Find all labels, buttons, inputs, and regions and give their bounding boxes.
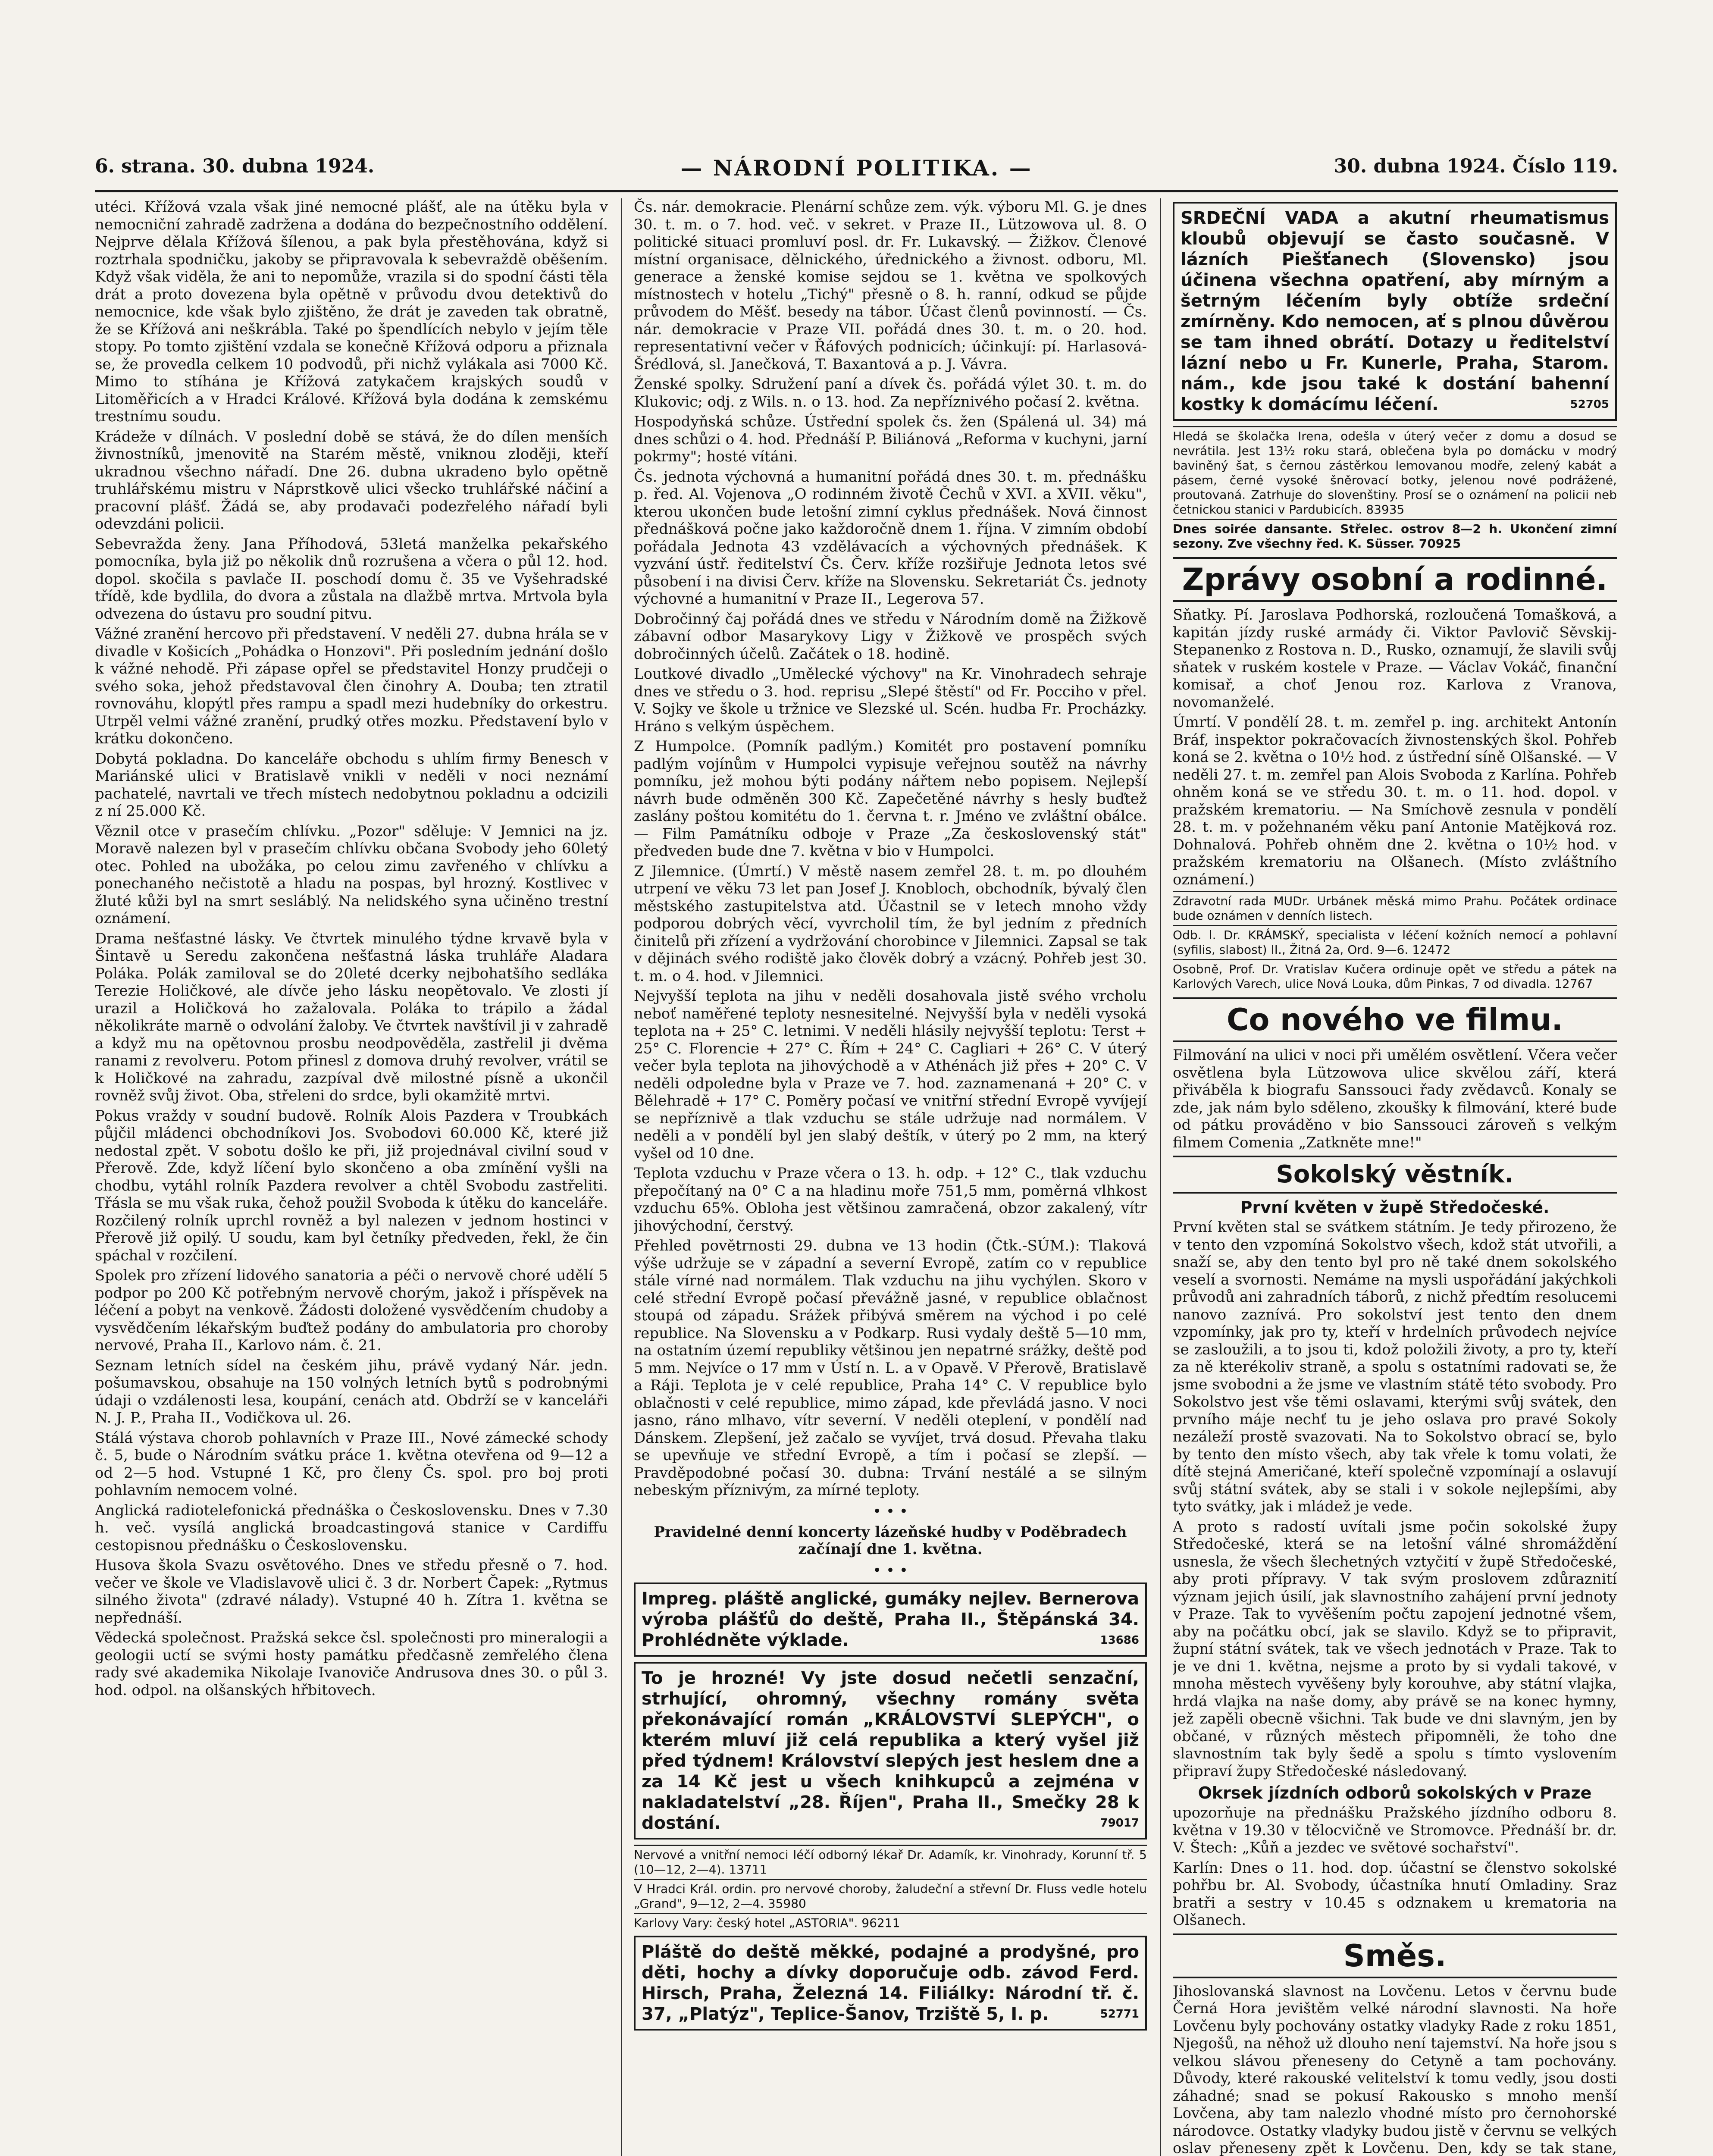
article: Vážné zranění hercovo při představení. V neděli 27. dubna hrála se v divadle v Košicích „Pohádka o Honzovi". Při posledním jednání došlo k vážné nehodě. Při zápase opřel se představitel Honzy prudčeji o svého soka, jehož představoval člen činohry A. Douba; ten ztratil rovnováhu, klopýtl přes rampu a spadl mezi hudebníky do orkestru. Utrpěl velmi vážné zranění, prudký otřes mozku. Představení bylo v krátku dokončeno.	[95, 625, 608, 747]
subheading: První květen v župě Středočeské.	[1240, 1198, 1550, 1217]
page-header	[95, 155, 1618, 185]
section-heading: Sokolský věstník.	[1173, 1156, 1617, 1194]
article: Spolek pro zřízení lidového sanatoria a péči o nervově choré udělí 5 podpor po 200 Kč potřebným nervově chorým, jakož i příspěvek na léčení a pobyt na venkově. Žádosti doložené vysvědčením chudoby a vysvědčením lékařským buďtež podány do ambulatoria pro choroby nervové, Praha II., Karlovo nám. č. 21.	[95, 1267, 608, 1354]
article: A proto s radostí uvítali jsme počin sokolské župy Středočeské, která se na letošní válné shromáždění usnesla, že všech šlechetných vztyčití v župě Středočeské, aby proti přípravy. V tak svým proslovem zdůraznití význam jejich úsilí, jak slavnostního zahájení první jednoty v Praze. Tak to vyvěšením počtu zapojení jednotné všem, aby na počátku obcí, jak se slavilo. Když se to připravit, župní státní svátek, tak ve všech jednotách v Praze. Tak to je ve dni 1. května, nejsme a proto by si vydali takové, v mnoha městech vyvěšeny byly korouhve, aby státní vlajka, hrdá vlajka na naše domy, aby právě se na konec hymny, jež zapěli obecně všichni. Tak bude ve dni slavným, jen by občané, v různých městech připomněli, že toho dne slavnostním tak byly šedě a spolu s tímto vyslovením připraví župy Středočeské následovaný.	[1173, 1518, 1617, 1780]
column-1	[95, 198, 608, 2156]
article: upozorňuje na přednášku Pražského jízdního odboru 8. května v 19.30 v tělocvičně ve Stromovce. Přednáší br. dr. V. Štech: „Kůň a jezdec ve světové sochařství".	[1173, 1804, 1617, 1856]
article: Nejvyšší teplota na jihu v neděli dosahovala jistě svého vrcholu neboť naměřené teploty nesnesitelné. Nejvyšší byla v neděli vysoká teplota na + 25° C. letnimi. V neděli hlásily nejvyšší teplotu: Terst + 25° C. Florencie + 27° C. Řím + 24° C. Cagliari + 26° C. V úterý večer byla teplota na jihovýchodě a v Athénách již přes + 20° C. V neděli odpoledne byla v Praze ve 7. hod. zaznamenaná + 20° C. v Bělehradě + 17° C. Poměry počasí ve vnitřní střední Evropě vyvíjejí se nepříznivě a tlak vzduchu se stále udržuje nad normálem. V neděli a v pondělí byl jen slabý deštík, v úterý po 2 mm, na který vyšel od 10 dne.	[634, 987, 1147, 1162]
concert-notice: Pravidelné denní koncerty lázeňské hudby v Poděbradech začínají dne 1. května.	[654, 1523, 1127, 1558]
article: Čs. nár. demokracie. Plenární schůze zem. výk. výboru Ml. G. je dnes 30. t. m. o 7. hod. več. v sekret. v Praze II., Lützowova ul. 8. O politické situaci promluví posl. dr. Fr. Lukavský. — Žižkov. Členové místní organisace, dělnického, úřednického a živnost. odboru, Ml. generace a ženské komise sejdou se 1. května ve spolkových místnostech v hotelu „Tichý" přesně o 8. h. ranní, odkud se půjde průvodem do Měšť. besedy na tábor. Účast členů povinností. — Čs. nár. demokracie v Praze VII. pořádá dnes 30. t. m. o 20. hod. representativní večer v Řáfových podnicích; účinkují: pí. Harlasová-Šrédlová, sl. Janečková, T. Baxantová a p. J. Vávra.	[634, 198, 1147, 373]
article: Karlín: Dnes o 11. hod. dop. účastní se členstvo sokolské pohřbu br. Al. Svobody, účastníka hnutí Omladiny. Sraz bratři a sestry v 10.45 s odznakem u krematoria na Olšanech.	[1173, 1859, 1617, 1929]
classified-notice: Hledá se školačka Irena, odešla v úterý večer z domu a dosud se nevrátila. Jest 13½ roku stará, oblečena byla po domácku v modrý baviněný šat, s černou zástěrkou lemovanou modře, zelený kabát a pásem, černé vysoké šněrovací botky, jelenou nové podrážené, proutovaná. Zatrhuje do slovenštiny. Prosí se o oznámení na policii neb četnickou stanici v Pardubicích. 83935	[1173, 426, 1617, 519]
article: Krádeže v dílnách. V poslední době se stává, že do dílen menších živnostníků, jmenovitě na Starém městě, vniknou zloději, kteří ukradnou všechno nářadí. Dne 26. dubna ukradeno bylo opětně truhlářskému mistru v Náprstkově ulici všecko truhlářské náčiní a pracovní plášť. Žádá se, aby prodavači podezřelého nářadí byli odevzdáni policii.	[95, 428, 608, 533]
article: Hospodyňská schůze. Ústřední spolek čs. žen (Spálená ul. 34) má dnes schůzi o 4. hod. Přednáší P. Biliánová „Reforma v kuchyni, jarní pokrmy"; hosté vítáni.	[634, 413, 1147, 465]
header-left: 6. strana. 30. dubna 1924.	[95, 155, 375, 177]
article: Drama nešťastné lásky. Ve čtvrtek minulého týdne krvavě byla v Šintavě u Seredu zakončena nešťastná láska truhláře Aladara Poláka. Polák zamiloval se do 20leté dcerky nejbohatšího sedláka Terezie Holičkové, ale dívče jeho lásku neopětovalo. Ve zlosti jí urazil a Holičková ho zažalovala. Poláka to trápilo a žádal několikráte marně o odvolání žaloby. Ve čtvrtek navštívil ji v zahradě a když mu na opětovnou prosbu neodpověděla, zastřelil ji dvěma ranami z revolveru. Potom přinesl z domova druhý revolver, vrátil se k Holičkové na zahradu, zazpíval dvě milostné písně a ukončil rovněž svůj život. Oba, střeleni do srdce, byli okamžitě mrtvi.	[95, 930, 608, 1104]
article: Stálá výstava chorob pohlavních v Praze III., Nové zámecké schody č. 5, bude o Národním svátku práce 1. května otevřena od 9—12 a od 2—5 hod. Vstupné 1 Kč, pro členy Čs. spol. pro boj proti pohlavním nemocem volné.	[95, 1429, 608, 1499]
article: První květen stal se svátkem státním. Je tedy přirozeno, že v tento den vzpomíná Sokolstvo všech, kdož stát utvořili, a snaží se, aby den tento byl pro ně také dnem sokolského veselí a svornosti. Nemáme na mysli uspořádání jakýchkoli průvodů ani zahradních táborů, z nichž předtím resolucemi nanovo zaznívá. Pro sokolství jest tento den dnem vzpomínky, jak pro ty, kteří v hrdelních průvodech nejvíce se zasloužili, a to jsou ti, kdož položili životy, a pro ty, kteří za ně kterékoliv straně, a spolu s ostatními radovati se, že jsme svobodni a že jsme ve vlastním státě této svobody. Pro Sokolstvo jest vše těmi oslavami, kterými svůj svátek, den prvního máje nechť tu je jeho oslava pro pravé Sokoly nezáleží prostě svazovati. Na to Sokolstvo obrací se, bylo by tento den místo všech, aby tak vřele k tomu volati, že dítě stejná Američané, kteří společně vzpomínají a oslavují svůj státní svátek, aby se stali i v sokole nejlepšími, aby tyto svátky, jak i mládež je vede.	[1173, 1219, 1617, 1515]
ad-text: To je hrozné! Vy jste dosud nečetli senzační, strhující, ohromný, všechny romány světa překonávající román „KRÁLOVSTVÍ SLEPÝCH", o kterém mluví již celá republika a který vyšel již před týdnem! Království slepých jest heslem dne a za 14 Kč jest u všech knihkupců a zejména v nakladatelství „28. Říjen", Praha II., Smečky 28 k dostání.	[642, 1668, 1139, 1833]
article: Ženské spolky. Sdružení paní a dívek čs. pořádá výlet 30. t. m. do Klukovic; odj. z Wils. n. o 13. hod. Za nepříznivého počasí 2. května.	[634, 376, 1147, 411]
classified-notice: Nervové a vnitřní nemoci léčí odborný lékař Dr. Adamík, kr. Vinohrady, Korunní tř. 5 (10—12, 2—4). 13711	[634, 1845, 1147, 1879]
classified-notice: V Hradci Král. ordin. pro nervové choroby, žaludeční a střevní Dr. Fluss vedle hotelu „Grand", 9—12, 2—4. 35980	[634, 1879, 1147, 1913]
article: Jihoslovanská slavnost na Lovčenu. Letos v červnu bude Černá Hora jevištěm velké národní slavnosti. Na hoře Lovčenu byly pochovány ostatky vladyky Rade z roku 1851, Njegošů, na něhož už dlouho není tajemství. Na hoře jsou s velkou slávou přeneseny do Cetyně a tam pochovány. Důvody, které rakouské velitelství k tomu vedly, jsou dosti záhadné; snad se pokusí Rakousko s mnoho menší Lovčena, aby tam nalezlo vhodné místo pro černohorské národovce. Ostatky vladyky budou jistě v červnu se velkých oslav přeneseny zpět k Lovčenu. Den, kdy se tak stane,	[1173, 1982, 1617, 2156]
article: Pokus vraždy v soudní budově. Rolník Alois Pazdera v Troubkách půjčil mládenci obchodníkovi Jos. Svobodovi 60.000 Kč, které již nedostal zpět. V sobotu došlo ke při, již projednával civilní soud v Přerově. Zde, když líčení bylo skončeno a oba zmínění vyšli na chodbu, vytáhl rolník Pazdera revolver a chtěl Svobodu zastřeliti. Třásla se mu však ruka, čehož použil Svoboda k útěku do kanceláře. Rozčilený rolník uprchl rovněž a byl nalezen v jednom hostinci v Přerově již opilý. U soudu, kam byl četníky předveden, řekl, že čin spáchal v rozčilení.	[95, 1107, 608, 1264]
column-3	[1173, 198, 1617, 2156]
header-title: — NÁRODNÍ POLITIKA. —	[680, 155, 1033, 181]
article: Husova škola Svazu osvětového. Dnes ve středu přesně o 7. hod. večer ve škole ve Vladislavově ulici č. 3 dr. Norbert Čapek: „Rytmus silného života" (zdravé nálady). Vstupné 40 h. Zítra 1. května se nepřednáší.	[95, 1557, 608, 1626]
column-2	[634, 198, 1147, 2156]
section-heading: Směs.	[1173, 1934, 1617, 1978]
ad-text: SRDEČNÍ VADA a akutní rheumatismus kloubů objevují se často současně. V lázních Piešťanech (Slovensko) jsou účinena všechna opatření, aby mírným a šetrným léčením byly obtíže srdeční zmírněny. Kdo nemocen, ať s plnou důvěrou se tam ihned obrátí. Dotazy u ředitelství lázní nebo u Fr. Kunerle, Praha, Starom. nám., kde jsou také k dostání bahenní kostky k domácímu léčení.	[1181, 208, 1609, 414]
article: Seznam letních sídel na českém jihu, právě vydaný Nár. jedn. pošumavskou, obsahuje na 150 volných letních bytů s podrobnými údaji o vzdálenosti lesa, koupání, cenách atd. Obdrží se v kanceláři N. J. P., Praha II., Vodičkova ul. 26.	[95, 1357, 608, 1426]
section-heading: Zprávy osobní a rodinné.	[1173, 557, 1617, 602]
column-divider	[621, 198, 622, 2156]
classified-notice: Odb. l. Dr. KRÁMSKÝ, specialista v léčení kožních nemocí a pohlavní (syfilis, slabost) II., Žitná 2a, Ord. 9—6. 12472	[1173, 925, 1617, 959]
article: Anglická radiotelefonická přednáška o Československu. Dnes v 7.30 h. več. vysílá anglická broadcastingová stanice v Cardiffu cestopisnou přednášku o Československu.	[95, 1501, 608, 1554]
ad-ref: 79017	[1100, 1816, 1139, 1830]
article: utéci. Křížová vzala však jiné nemocné plášť, ale na útěku byla v nemocniční zahradě zadržena a dodána do bezpečnostního oddělení. Nejprve dělala Křížová šílenou, a pak byla přestěhována, když si roztrhala spodničku, jakoby se připravovala k sebevraždě oběšením. Když však viděla, že ani to nepomůže, vrazila si do spodní části těla drát a proto dovezena byla opětně v průvodu dvou detektivů do nemocnice, kde však bylo zjištěno, že drát je zaveden tak obratně, že se Křížová ani neškrábla. Také po špendlících nebylo v jejím těle stopy. Po tomto zjištění vzdala se konečně Křížová odporu a přiznala se, že provedla celkem 10 podvodů, při nichž vylákala asi 7000 Kč. Mimo to stíhána je Křížová zatykačem krajských soudů v Litoměřicích a v Hradci Králové. Křížová byla dodána k zemskému trestnímu soudu.	[95, 198, 608, 425]
separator-stars: • • •	[873, 1502, 908, 1520]
advertisement-novel	[634, 1662, 1147, 1839]
article: Dobročinný čaj pořádá dnes ve středu v Národním domě na Žižkově zábavní odbor Masarykovy Ligy v Žižkově ve prospěch svých dobročinných účelů. Začátek o 18. hodině.	[634, 610, 1147, 663]
ad-ref: 13686	[1100, 1633, 1139, 1647]
classified-notice: Osobně, Prof. Dr. Vratislav Kučera ordinuje opět ve středu a pátek na Karlových Varech, ulice Nová Louka, dům Pinkas, 7 od divadla. 12767	[1173, 959, 1617, 993]
subheading: Okrsek jízdních odborů sokolských v Praze	[1198, 1783, 1592, 1802]
article: Dobytá pokladna. Do kanceláře obchodu s uhlím firmy Benesch v Mariánské ulici v Bratislavě vnikli v neděli v noci neznámí pachatelé, navrtali ve třech místech nedobytnou pokladnu a odcizili z ní 25.000 Kč.	[95, 750, 608, 820]
classified-notice: Dnes soirée dansante. Střelec. ostrov 8—2 h. Ukončení zimní sezony. Zve všechny řed. K. Süsser. 70925	[1173, 519, 1617, 553]
ad-text: Pláště do deště měkké, podajné a prodyšné, pro děti, hochy a dívky doporučuje odb. závod Ferd. Hirsch, Praha, Železná 14. Filiálky: Národní tř. č. 37, „Platýz", Teplice-Šanov, Trziště 5, I. p.	[642, 1942, 1139, 2024]
header-right: 30. dubna 1924. Číslo 119.	[1334, 155, 1618, 177]
article: Z Jilemnice. (Úmrtí.) V městě nasem zemřel 28. t. m. po dlouhém utrpení ve věku 73 let pan Josef J. Knobloch, obchodník, bývalý člen městského zastupitelstva atd. Účastnil se v letech mnoho vždy podporou dobrých věcí, vyvrcholil tím, že byl jedním z předních činitelů při zřízení a vydržování chorobince v Jilemnici. Zapsal se tak v dějinách svého rodiště jako člověk dobrý a vzácný. Pohřeb jest 30. t. m. o 4. hod. v Jilemnici.	[634, 862, 1147, 985]
article: Loutkové divadlo „Umělecké výchovy" na Kr. Vinohradech sehraje dnes ve středu o 3. hod. reprisu „Slepé štěstí" od Fr. Pocciho v přel. V. Sojky ve škole u tržnice ve Slezské ul. Scén. hudba Fr. Procházky. Hráno s velkým úspěchem.	[634, 665, 1147, 735]
article: Úmrtí. V pondělí 28. t. m. zemřel p. ing. architekt Antonín Bráf, inspektor pokračovacích živnostenských škol. Pohřeb koná se 2. května o 10½ hod. z ústřední síně Olšanské. — V neděli 27. t. m. zemřel pan Alois Svoboda z Karlína. Pohřeb ohněm koná se ve středu 30. t. m. o 11. hod. dopol. v pražském krematoriu. — Na Smíchově zesnula v pondělí 28. t. m. v požehnaném věku paní Antonie Matějková roz. Dohnalová. Pohřeb ohněm dne 2. května o 10½ hod. v pražském krematoriu na Olšanech. (Místo zvláštního oznámení.)	[1173, 714, 1617, 888]
article: Přehled povětrnosti 29. dubna ve 13 hodin (Čtk.-SÚM.): Tlaková výše udržuje se v západní a severní Evropě, zatím co v republice stále vírné nad normálem. Tlak vzduchu na jihu vychýlen. Skoro v celé střední Evropě počasí převážně jasné, v republice oblačnost stoupá od západu. Srážek přibývá směrem na východ i po celé republice. Na Slovensku a v Podkarp. Rusi vydaly deště 5—10 mm, na ostatním území republiky většinou jen nepatrné srážky, deště pod 5 mm. Nejvíce o 17 mm v Ústí n. L. a v Opavě. V Přerově, Bratislavě a Ráji. Teplota je v celé republice, Praha 14° C. V republice bylo oblačnosti v celé republice, mimo západ, kde převládá jasno. V noci jasno, ráno mlhavo, vítr severní. V neděli oteplení, v pondělí nad Dánskem. Zlepšení, jež začalo se vyvíjet, trvá dosud. Převaha tlaku se upevňuje ve střední Evropě, a tím i počasí se zlepší. — Pravděpodobné počasí 30. dubna: Trvání nestálé a se silným nebeským příznivým, za mírné teploty.	[634, 1237, 1147, 1499]
ad-ref: 52705	[1570, 398, 1609, 411]
article: Sňatky. Pí. Jaroslava Podhorská, rozloučená Tomašková, a kapitán jízdy ruské armády či. Viktor Pavlovič Sěvskij-Stepanenko z Rostova n. D., Rusko, oznamují, že slavili svůj sňatek v ruském kostele v Praze. — Václav Vokáč, finanční komisař, a choť Jenou roz. Karlova z Vranova, novomanželé.	[1173, 606, 1617, 711]
classified-notice: Zdravotní rada MUDr. Urbánek měská mimo Prahu. Počátek ordinace bude oznámen v denních listech.	[1173, 891, 1617, 925]
ad-ref: 52771	[1100, 2007, 1139, 2021]
advertisement-hirsch	[634, 1936, 1147, 2031]
separator-stars: • • •	[873, 1561, 908, 1579]
article: Teplota vzduchu v Praze včera o 13. h. odp. + 12° C., tlak vzduchu přepočítaný na 0° C a na hladinu moře 751,5 mm, poměrná vlhkost vzduchu 65%. Obloha jest většinou zamračená, obzor zakalený, vítr jihovýchodní, čerstvý.	[634, 1165, 1147, 1235]
article: Věznil otce v prasečím chlívku. „Pozor" sděluje: V Jemnici na jz. Moravě nalezen byl v prasečím chlívku občana Svobody jeho 60letý otec. Pohled na ubožáka, po celou zimu zavřeného v chlívku a ponechaného nečistotě a hladu na pospas, byl hrozný. Kostlivec v žluté kůži byl na smrt sesláblý. Na nelidského syna učiněno trestní oznámení.	[95, 822, 608, 927]
article: Sebevražda ženy. Jana Příhodová, 53letá manželka pekařského pomocníka, byla již po několik dnů rozrušena a včera o půl 12. hod. dopol. skočila s pavlače II. poschodí domu č. 35 ve Vyšehradské třídě, kde bydlila, do dvora a zůstala na dlažbě mrtva. Mrtvola byla odvezena do ústavu pro soudní pitvu.	[95, 535, 608, 623]
article: Filmování na ulici v noci při umělém osvětlení. Včera večer osvětlena byla Lützowova ulice skvělou září, která přiváběla k biografu Sanssouci řady zvědavců. Konaly se zde, jak nám bylo sděleno, zkoušky k filmování, které bude od pátku prováděno v bio Sanssouci zároveň s velkým filmem Comenia „Zatkněte mne!"	[1173, 1047, 1617, 1151]
classified-notice: Karlovy Vary: český hotel „ASTORIA". 96211	[634, 1913, 1147, 1932]
advertisement-spa	[1173, 202, 1617, 421]
article: Z Humpolce. (Pomník padlým.) Komitét pro postavení pomníku padlým vojínům v Humpolci vypisuje veřejnou soutěž na návrhy pomníku, jež mohou býti podány nářtem nebo popisem. Nejlepší návrh bude odměněn 300 Kč. Zapečetěné návrhy s hesly buďtež zaslány poštou komitétu do 1. června t. r. Jméno ve zvláštní obálce. — Film Památníku odboje v Praze „Za československý stát" předveden bude dne 7. května v bio v Humpolci.	[634, 738, 1147, 860]
header-rule	[95, 190, 1618, 192]
ad-text: Impreg. pláště anglické, gumáky nejlev. Bernerova výroba plášťů do deště, Praha II., Štěpánská 34. Prohlédněte výklade.	[642, 1589, 1139, 1650]
column-divider	[1160, 198, 1161, 2156]
advertisement-raincoats	[634, 1583, 1147, 1657]
article: Vědecká společnost. Pražská sekce čsl. společnosti pro mineralogii a geologii uctí se svými hosty památku předčasně zemřelého člena rady své akademika Nikolaje Ivanoviče Andrusova dnes 30. o půl 3. hod. odpol. na olšanských hřbitovech.	[95, 1629, 608, 1699]
section-heading: Co nového ve filmu.	[1173, 997, 1617, 1042]
article: Čs. jednota výchovná a humanitní pořádá dnes 30. t. m. přednášku p. řed. Al. Vojenova „O rodinném životě Čechů v XVI. a XVII. věku", kterou ukončen bude letošní zimní cyklus přednášek. Nová činnost přednášková počne jako každoročně dnem 1. října. V zimním období pořádala Jednota 43 vzdělávacích a výchovných přednášek. K vyzvání ústř. ředitelství Čs. Červ. kříže rozšiřuje Jednota letos své působení i na divisi Červ. kříže na Slovensku. Sekretariát Čs. jednoty výchovné a humanitní v Praze II., Legerova 57.	[634, 468, 1147, 608]
